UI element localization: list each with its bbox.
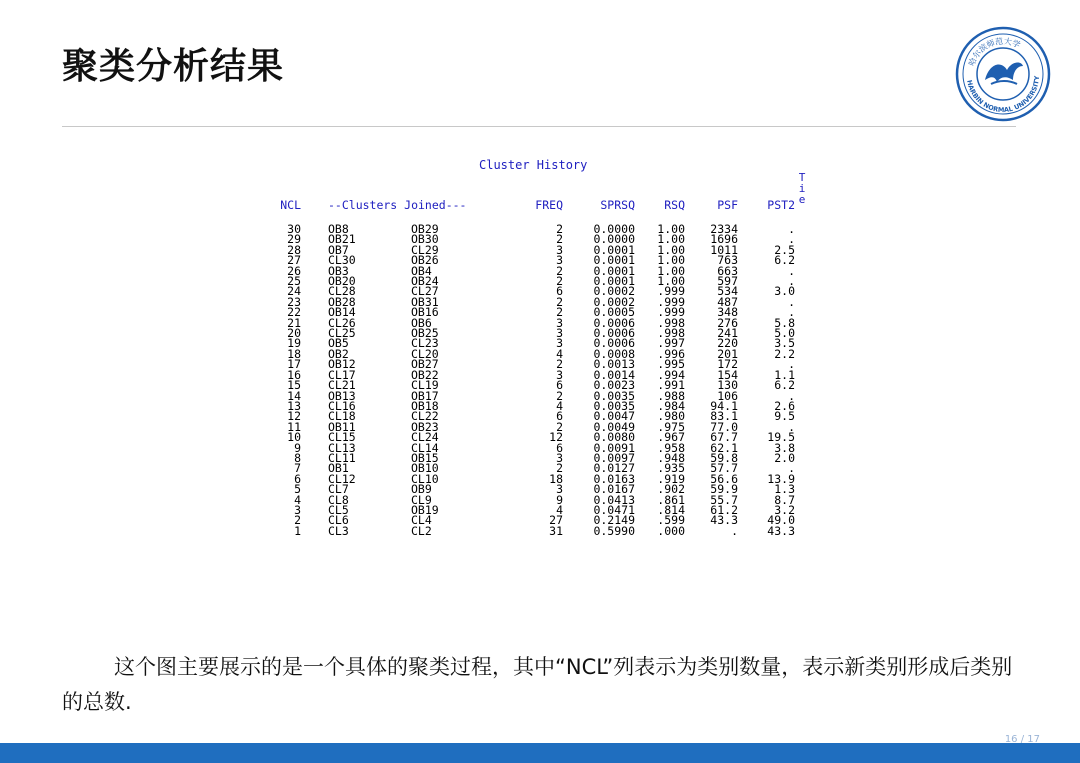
cell-freq: 27	[549, 513, 563, 528]
cell-pst2: 19.5	[767, 430, 795, 445]
cell-cluster-a: CL13	[328, 440, 356, 455]
page-number: 16 / 17	[1004, 734, 1040, 745]
cell-psf: 597	[717, 274, 738, 289]
cell-cluster-b: OB25	[411, 326, 439, 341]
cell-sprsq: 0.0091	[593, 440, 635, 455]
cell-ncl: 6	[294, 471, 301, 486]
cell-ncl: 14	[287, 388, 301, 403]
cell-pst2: .	[788, 461, 795, 476]
cell-rsq: .994	[657, 367, 685, 382]
cell-psf: 56.6	[710, 471, 738, 486]
university-seal-icon	[955, 26, 1051, 122]
cell-cluster-a: CL26	[328, 315, 356, 330]
cell-sprsq: 0.2149	[593, 513, 635, 528]
cell-freq: 6	[556, 284, 563, 299]
cell-freq: 3	[556, 450, 563, 465]
cell-psf: 154	[717, 367, 738, 382]
cell-sprsq: 0.0001	[593, 263, 635, 278]
cell-freq: 2	[556, 263, 563, 278]
table-row	[276, 515, 795, 525]
cell-pst2: 5.0	[774, 326, 795, 341]
table-row	[276, 526, 795, 536]
cell-rsq: .988	[657, 388, 685, 403]
cell-freq: 2	[556, 357, 563, 372]
cell-psf: 1696	[710, 232, 738, 247]
cell-pst2: 3.0	[774, 284, 795, 299]
cell-freq: 2	[556, 419, 563, 434]
logo-text-bottom: HARBIN NORMAL UNIVERSITY	[965, 75, 1042, 115]
cell-cluster-b: OB22	[411, 367, 439, 382]
cell-pst2: 5.8	[774, 315, 795, 330]
cell-rsq: 1.00	[657, 242, 685, 257]
cell-sprsq: 0.0002	[593, 294, 635, 309]
cell-cluster-b: OB15	[411, 450, 439, 465]
cell-psf: 77.0	[710, 419, 738, 434]
cell-cluster-a: OB2	[328, 346, 349, 361]
cell-pst2: 13.9	[767, 471, 795, 486]
cell-rsq: .998	[657, 315, 685, 330]
cell-cluster-a: OB20	[328, 274, 356, 289]
cell-cluster-a: CL16	[328, 398, 356, 413]
cell-freq: 18	[549, 471, 563, 486]
cell-pst2: .	[788, 294, 795, 309]
slide-caption: 这个图主要展示的是一个具体的聚类过程，其中“NCL”列表示为类别数量，表示新类别形成后类别的总数.	[62, 655, 1013, 714]
cell-ncl: 3	[294, 502, 301, 517]
cell-cluster-a: CL18	[328, 409, 356, 424]
cell-freq: 2	[556, 305, 563, 320]
cell-psf: 62.1	[710, 440, 738, 455]
cell-cluster-b: CL23	[411, 336, 439, 351]
slide-title: 聚类分析结果	[62, 46, 285, 87]
cell-cluster-a: CL17	[328, 367, 356, 382]
cell-ncl: 15	[287, 378, 301, 393]
cell-ncl: 4	[294, 492, 301, 507]
cell-psf: .	[731, 523, 738, 538]
cell-sprsq: 0.0167	[593, 482, 635, 497]
cell-freq: 3	[556, 367, 563, 382]
cell-cluster-b: CL29	[411, 242, 439, 257]
cell-cluster-a: CL30	[328, 253, 356, 268]
cell-rsq: .999	[657, 305, 685, 320]
cell-cluster-b: CL10	[411, 471, 439, 486]
cell-sprsq: 0.0008	[593, 346, 635, 361]
cell-ncl: 2	[294, 513, 301, 528]
cell-rsq: .991	[657, 378, 685, 393]
cell-psf: 67.7	[710, 430, 738, 445]
cell-cluster-b: OB18	[411, 398, 439, 413]
cell-cluster-b: OB19	[411, 502, 439, 517]
cell-cluster-b: OB17	[411, 388, 439, 403]
cell-rsq: .935	[657, 461, 685, 476]
cell-psf: 59.8	[710, 450, 738, 465]
cell-sprsq: 0.0000	[593, 232, 635, 247]
cell-freq: 2	[556, 461, 563, 476]
cell-ncl: 26	[287, 263, 301, 278]
cell-sprsq: 0.0013	[593, 357, 635, 372]
cell-pst2: 1.3	[774, 482, 795, 497]
cell-cluster-b: CL4	[411, 513, 432, 528]
cell-cluster-a: OB21	[328, 232, 356, 247]
cell-ncl: 17	[287, 357, 301, 372]
cell-cluster-b: OB10	[411, 461, 439, 476]
cell-psf: 201	[717, 346, 738, 361]
cell-ncl: 16	[287, 367, 301, 382]
cell-psf: 763	[717, 253, 738, 268]
cell-freq: 2	[556, 232, 563, 247]
cell-ncl: 7	[294, 461, 301, 476]
cell-sprsq: 0.0006	[593, 336, 635, 351]
cell-rsq: .975	[657, 419, 685, 434]
header-rsq: RSQ	[664, 198, 685, 212]
cell-sprsq: 0.5990	[593, 523, 635, 538]
cell-cluster-a: OB13	[328, 388, 356, 403]
cell-cluster-b: OB27	[411, 357, 439, 372]
cluster-history-output	[276, 150, 816, 645]
cell-freq: 6	[556, 378, 563, 393]
cell-cluster-b: OB6	[411, 315, 432, 330]
cell-sprsq: 0.0006	[593, 326, 635, 341]
cell-psf: 57.7	[710, 461, 738, 476]
cell-cluster-a: CL11	[328, 450, 356, 465]
cell-pst2: .	[788, 388, 795, 403]
cell-freq: 3	[556, 315, 563, 330]
cell-cluster-b: OB24	[411, 274, 439, 289]
cell-psf: 276	[717, 315, 738, 330]
cell-cluster-a: CL15	[328, 430, 356, 445]
cell-pst2: .	[788, 263, 795, 278]
header-pst2: PST2	[767, 198, 795, 212]
cell-rsq: 1.00	[657, 253, 685, 268]
cell-cluster-b: OB23	[411, 419, 439, 434]
cell-ncl: 21	[287, 315, 301, 330]
cell-freq: 6	[556, 409, 563, 424]
cell-cluster-a: CL8	[328, 492, 349, 507]
cell-sprsq: 0.0097	[593, 450, 635, 465]
cell-rsq: .995	[657, 357, 685, 372]
cell-cluster-a: OB11	[328, 419, 356, 434]
cell-freq: 3	[556, 253, 563, 268]
cell-pst2: .	[788, 274, 795, 289]
cell-freq: 3	[556, 336, 563, 351]
cell-rsq: .000	[657, 523, 685, 538]
cell-psf: 61.2	[710, 502, 738, 517]
cell-ncl: 13	[287, 398, 301, 413]
cell-pst2: 43.3	[767, 523, 795, 538]
cell-rsq: .999	[657, 284, 685, 299]
cell-cluster-a: OB1	[328, 461, 349, 476]
cell-rsq: .814	[657, 502, 685, 517]
cell-pst2: .	[788, 357, 795, 372]
cell-ncl: 23	[287, 294, 301, 309]
cell-sprsq: 0.0047	[593, 409, 635, 424]
cell-psf: 1011	[710, 242, 738, 257]
cell-rsq: .948	[657, 450, 685, 465]
cluster-history-table	[276, 200, 795, 536]
cell-cluster-a: OB28	[328, 294, 356, 309]
cell-sprsq: 0.0471	[593, 502, 635, 517]
cell-rsq: .980	[657, 409, 685, 424]
cell-cluster-a: CL25	[328, 326, 356, 341]
cell-sprsq: 0.0049	[593, 419, 635, 434]
cell-cluster-a: OB7	[328, 242, 349, 257]
cell-freq: 3	[556, 242, 563, 257]
cell-sprsq: 0.0023	[593, 378, 635, 393]
cell-sprsq: 0.0001	[593, 242, 635, 257]
cell-cluster-b: CL24	[411, 430, 439, 445]
cell-psf: 55.7	[710, 492, 738, 507]
header-psf: PSF	[717, 198, 738, 212]
cell-rsq: .902	[657, 482, 685, 497]
cell-psf: 94.1	[710, 398, 738, 413]
cell-sprsq: 0.0000	[593, 222, 635, 236]
cell-rsq: .999	[657, 294, 685, 309]
cell-ncl: 9	[294, 440, 301, 455]
cell-pst2: 2.6	[774, 398, 795, 413]
cell-pst2: 9.5	[774, 409, 795, 424]
cell-ncl: 28	[287, 242, 301, 257]
cell-sprsq: 0.0002	[593, 284, 635, 299]
cell-rsq: .984	[657, 398, 685, 413]
cell-pst2: .	[788, 419, 795, 434]
cell-rsq: .599	[657, 513, 685, 528]
cell-cluster-b: OB29	[411, 222, 439, 236]
header-sprsq: SPRSQ	[600, 198, 635, 212]
cell-cluster-a: CL7	[328, 482, 349, 497]
cell-ncl: 5	[294, 482, 301, 497]
cell-pst2: 6.2	[774, 378, 795, 393]
logo-text-top: 哈尔滨师范大学	[967, 36, 1022, 68]
cell-cluster-a: OB12	[328, 357, 356, 372]
cell-cluster-b: CL22	[411, 409, 439, 424]
header-freq: FREQ	[535, 198, 563, 212]
cell-cluster-b: OB31	[411, 294, 439, 309]
cell-freq: 4	[556, 346, 563, 361]
cell-freq: 2	[556, 274, 563, 289]
cell-sprsq: 0.0127	[593, 461, 635, 476]
cell-cluster-b: CL19	[411, 378, 439, 393]
cell-sprsq: 0.0413	[593, 492, 635, 507]
cell-ncl: 20	[287, 326, 301, 341]
cell-cluster-b: CL14	[411, 440, 439, 455]
cell-pst2: 1.1	[774, 367, 795, 382]
cell-ncl: 11	[287, 419, 301, 434]
cell-psf: 348	[717, 305, 738, 320]
cell-freq: 2	[556, 294, 563, 309]
footer-bar	[0, 743, 1080, 763]
cell-cluster-b: CL20	[411, 346, 439, 361]
cell-rsq: .998	[657, 326, 685, 341]
cell-pst2: 6.2	[774, 253, 795, 268]
cell-sprsq: 0.0006	[593, 315, 635, 330]
cell-pst2: 2.2	[774, 346, 795, 361]
cell-psf: 59.9	[710, 482, 738, 497]
cell-rsq: .996	[657, 346, 685, 361]
cell-ncl: 24	[287, 284, 301, 299]
cell-sprsq: 0.0001	[593, 253, 635, 268]
cell-psf: 130	[717, 378, 738, 393]
cell-psf: 241	[717, 326, 738, 341]
cell-rsq: 1.00	[657, 232, 685, 247]
table-title: Cluster History	[479, 158, 588, 172]
title-divider	[62, 126, 1016, 127]
cell-sprsq: 0.0035	[593, 398, 635, 413]
cell-sprsq: 0.0014	[593, 367, 635, 382]
cell-cluster-a: OB3	[328, 263, 349, 278]
cell-pst2: 3.8	[774, 440, 795, 455]
cell-pst2: 2.5	[774, 242, 795, 257]
cell-ncl: 10	[287, 430, 301, 445]
cell-cluster-b: OB9	[411, 482, 432, 497]
cell-freq: 3	[556, 482, 563, 497]
cell-freq: 31	[549, 523, 563, 538]
cell-rsq: .861	[657, 492, 685, 507]
cell-cluster-a: CL6	[328, 513, 349, 528]
cell-ncl: 30	[287, 222, 301, 236]
cell-ncl: 18	[287, 346, 301, 361]
cell-cluster-b: OB30	[411, 232, 439, 247]
cell-psf: 106	[717, 388, 738, 403]
cell-psf: 220	[717, 336, 738, 351]
cell-pst2: 49.0	[767, 513, 795, 528]
cell-ncl: 8	[294, 450, 301, 465]
cell-rsq: .919	[657, 471, 685, 486]
cell-rsq: .958	[657, 440, 685, 455]
cell-cluster-b: OB4	[411, 263, 432, 278]
header-clusters-joined: --Clusters Joined---	[328, 198, 467, 212]
cell-freq: 6	[556, 440, 563, 455]
cell-cluster-a: CL28	[328, 284, 356, 299]
cell-sprsq: 0.0001	[593, 274, 635, 289]
cell-sprsq: 0.0163	[593, 471, 635, 486]
header-ncl: NCL	[280, 198, 301, 212]
cell-pst2: .	[788, 222, 795, 236]
cell-ncl: 22	[287, 305, 301, 320]
cell-cluster-b: CL27	[411, 284, 439, 299]
cell-cluster-b: OB26	[411, 253, 439, 268]
cell-ncl: 12	[287, 409, 301, 424]
cell-psf: 83.1	[710, 409, 738, 424]
cell-freq: 2	[556, 222, 563, 236]
cell-rsq: 1.00	[657, 263, 685, 278]
table-header-row	[276, 200, 795, 216]
cell-psf: 534	[717, 284, 738, 299]
cell-freq: 4	[556, 398, 563, 413]
cell-ncl: 25	[287, 274, 301, 289]
cell-pst2: .	[788, 305, 795, 320]
cell-freq: 12	[549, 430, 563, 445]
cell-freq: 3	[556, 326, 563, 341]
cell-cluster-a: OB14	[328, 305, 356, 320]
cell-sprsq: 0.0080	[593, 430, 635, 445]
cell-rsq: 1.00	[657, 222, 685, 236]
cell-ncl: 19	[287, 336, 301, 351]
cell-psf: 2334	[710, 222, 738, 236]
tie-column-label: Tie	[798, 171, 806, 206]
cell-cluster-b: CL9	[411, 492, 432, 507]
cell-psf: 172	[717, 357, 738, 372]
cell-freq: 2	[556, 388, 563, 403]
cell-ncl: 29	[287, 232, 301, 247]
cell-freq: 9	[556, 492, 563, 507]
cell-rsq: 1.00	[657, 274, 685, 289]
cell-rsq: .997	[657, 336, 685, 351]
cell-ncl: 1	[294, 523, 301, 538]
cell-pst2: 3.5	[774, 336, 795, 351]
cell-cluster-a: CL3	[328, 523, 349, 538]
cell-cluster-a: CL21	[328, 378, 356, 393]
cell-cluster-b: CL2	[411, 523, 432, 538]
cell-cluster-a: CL12	[328, 471, 356, 486]
cell-pst2: 2.0	[774, 450, 795, 465]
cell-psf: 43.3	[710, 513, 738, 528]
cell-psf: 487	[717, 294, 738, 309]
cell-pst2: .	[788, 232, 795, 247]
cell-cluster-b: OB16	[411, 305, 439, 320]
cell-sprsq: 0.0005	[593, 305, 635, 320]
table-body	[276, 224, 795, 536]
cell-cluster-a: CL5	[328, 502, 349, 517]
cell-psf: 663	[717, 263, 738, 278]
cell-pst2: 3.2	[774, 502, 795, 517]
cell-cluster-a: OB8	[328, 222, 349, 236]
cell-pst2: 8.7	[774, 492, 795, 507]
cell-rsq: .967	[657, 430, 685, 445]
cell-freq: 4	[556, 502, 563, 517]
cell-sprsq: 0.0035	[593, 388, 635, 403]
cell-ncl: 27	[287, 253, 301, 268]
cell-cluster-a: OB5	[328, 336, 349, 351]
